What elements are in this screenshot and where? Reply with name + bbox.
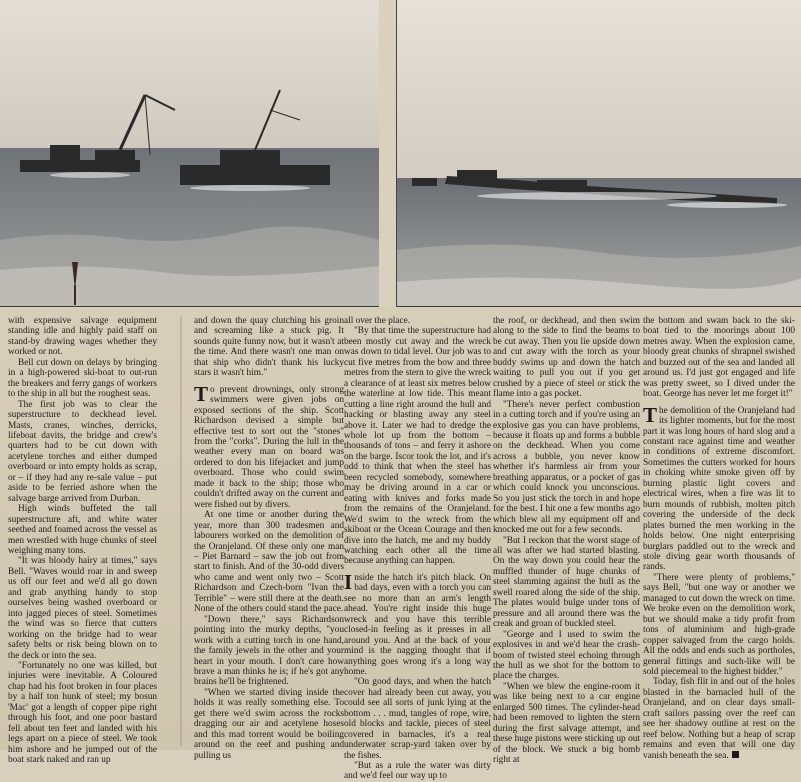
salvage-crane-photo-image [0, 0, 379, 306]
section-paragraph [194, 381, 344, 510]
article-column-1 [8, 316, 157, 766]
paragraph-text: Today, fish flit in and out of the holes blasted in the barnacled hull of the Oranjeland, and on clear days small-craft sailors passing over the reef can see her shadowy outline at rest on the reef below. Nothing but a heap of scrap remains and even that will one day vanish beneath the sea. [643, 677, 795, 761]
paragraph: "But I reckon that the worst stage of all was after we had started blasting. On the way down you could hear the muffled thunder of huge chunks of steel slamming against the hull as the swell roared along the side of the ship. The plates would bulge under tons of pressure and all around there was the creak and groan of buckled steel. [493, 535, 640, 630]
paragraph: "On good days, and when the hatch cover had already been cut away, you could see all sorts of junk lying at the bottom . . . mud, tangles of rope, wire, old blocks and tackle, pieces of steel covered in barnacles, it's a real underwater scrap-yard taken over by the fishes. [344, 677, 491, 761]
paragraph: "Down there," says Richardson pointing into the murky depths, "you work with a cutting torch in one hand, the family jewels in the other and your heart in your mouth. I don't care how brave a man thinks he is; if he's got any brains he'll be frightened. [194, 614, 344, 688]
paragraph-text: nside the hatch it's pitch black. On bad days, even with a torch you can see no more than an arm's length ahead. You're right inside this huge wreck and you have this terrible closed-in feeling as it presses in all around you. And at the back of your mind is the nagging thought that if anything goes wrong it's a long way home. [344, 572, 491, 677]
end-mark-icon [732, 751, 739, 758]
paragraph: "When we started diving inside the holds it was really something else. To get there we'd swim across the rocks dragging our air and acetylene hoses and this mad torrent would be boiling around on the reef and pushing and pulling us [194, 687, 344, 761]
paragraph: High winds buffeted the tall superstructure aft, and white water seethed and foamed across the vessel as men wrestled with huge chunks of steel weighing many tons. [8, 504, 157, 556]
paragraph: "George and I used to swim the explosives in and we'd hear the crash-boom of twisted steel echoing through the hull as we shot for the bottom to place the charges. [493, 629, 640, 682]
paragraph: "Fortunately no one was killed, but injuries were inevitable. A Coloured chap had his foot broken in four places by a half ton hunk of steel; my bosun 'Mac' got a length of copper pipe right through his foot, and one poor bastard fell about ten feet and landed with his legs apart on a piece of steel. We took him ashore and he jumped out of the boat stark naked and ran up [8, 660, 157, 766]
paragraph: with expensive salvage equipment standing idle and highly paid staff on stand-by drawing wages whether they worked or not. [8, 316, 157, 358]
salvage-crane-photo [0, 0, 379, 307]
wreck-hull-photo-image [397, 0, 801, 306]
drop-cap: T [643, 402, 658, 427]
paragraph-text: o prevent drownings, only strong swimmers were given jobs on exposed sections of the ship. Scott Richardson devised a simple but effective test to sort out the "stones" from the "corks". During the lull in the weather every man on board was ordered to don his lifejacket and jump overboard. Those who could swim made it back to the ship; those who couldn't drifted away on the current and were fished out by divers. [194, 384, 344, 510]
paragraph: "It was bloody hairy at times," says Bell. "Waves would roar in and sweep us off our feet and we'd all go down and grab anything handy to stop ourselves being washed overboard or into jagged pieces of steel. Sometimes the wind was so fierce that cutters working on the bridge had to wear safety belts or risk being blown on to the deck or into the sea. [8, 556, 157, 661]
article-column-2 [194, 316, 344, 761]
last-paragraph [643, 677, 795, 761]
article-body [0, 316, 800, 782]
drop-cap: I [344, 569, 353, 594]
drop-cap: T [194, 381, 209, 406]
paragraph: At one time or another during the year, more than 300 tradesmen and labourers worked on the demolition of the Oranjeland. Of these only one man – Piet Barnard – saw the job out from start to finish. And of the 30-odd divers who came and went only two – Scott Richardson and Czech-born "Ivan the Terrible" – were still there at the death. None of the others could stand the pace. [194, 510, 344, 615]
wreck-hull-photo [396, 0, 801, 307]
paragraph: "But as a rule the water was dirty and we'd feel our way up to [344, 761, 491, 782]
paragraph-text: he demolition of the Oranjeland had its lighter moments, but for the most part it was long hours of hard slog and a constant race against time and weather in conditions of extreme discomfort. Sometimes the cutters worked for hours in choking white smoke given off by burning plastic light covers and electrical wires, when a fire was lit to burn mounds of rubbish, molten pitch covering the underside of the deck plates burned the men working in the holds below. One night enterprising burglars paddled out to the wreck and stole diving gear worth thousands of rands. [643, 405, 795, 573]
paragraph: and down the quay clutching his groin and screaming like a stuck pig. It sounds quite funny now, but it wasn't at the time. And there wasn't one man on that ship who didn't thank his lucky stars it wasn't him." [194, 316, 344, 379]
paragraph: the roof, or deckhead, and then swim along to the side to find the beams to be cut away. Then you lie upside down and cut away with the torch as your buddy swims up and down the hatch waiting to pull you out if you get crushed by a piece of steel or stick the flame into a gas pocket. [493, 316, 640, 400]
paragraph: the bottom and swam back to the ski-boat tied to the moorings about 100 metres away. When the explosion came, bloody great chunks of shrapnel swished and buzzed out of the sea and landed all around us. I'd just got engaged and life was pretty sweet, so I dived under the boat. George has never let me forget it!" [643, 316, 795, 400]
article-column-5 [643, 316, 795, 761]
paragraph: "There were plenty of problems," says Bell, "but one way or another we managed to cut down the wreck on time. We broke even on the demolition work, but we should make a tidy profit from tons of aluminium and high-grade copper salvaged from the cargo holds. All the odds and ends such as portholes, general fittings and such-like will be sold piecemeal to the highest bidder." [643, 572, 795, 677]
photo-gutter [379, 0, 396, 306]
article-column-3 [344, 316, 491, 782]
paragraph: Bell cut down on delays by bringing in a high-powered ski-boat to out-run the breakers and ferry gangs of workers to the ship in all but the roughest seas. [8, 357, 157, 400]
article-column-4 [493, 316, 640, 766]
section-paragraph [344, 569, 491, 678]
page-fold-line [180, 316, 182, 746]
paragraph: "When we blew the engine-room it was like being next to a car engine enlarged 500 times. The cylinder-head had been removed to lighten the stern during the first salvage attempt, and these huge pistons were sticking up out of the block. We stuck a big bomb right at [493, 681, 640, 766]
paragraph: "By that time the superstructure had been mostly cut away and the wreck was down to tidal level. Our job was to cut five metres from the bow and three metres from the stern to give the wreck a clearance of at least six metres below the waterline at low tide. This meant cutting a line right around the hull and hacking or blasting away any steel above it. Later we had to dredge the whole lot up from the bottom – thousands of tons – and ferry it ashore on the barge. Iscor took the lot, and it's odd to think that when the steel has been recycled somebody, somewhere may be driving around in a car or eating with knives and forks made from the remains of the Oranjeland. We'd swim to the wreck from the skiboat or the Ocean Courage and then dive into the hatch, me and my buddy watching each other all the time because anything can happen. [344, 326, 491, 567]
paragraph: "There's never perfect combustion in a cutting torch and if you're using an explosive gas you can have problems, because it floats up and forms a bubble on the deckhead. When you come across a bubble, you never know whether it's harmless air from your breathing apparatus, or a pocket of gas which could knock you unconscious. So you just stick the torch in and hope for the best. I hit one a few months ago which blew all my equipment off and knocked me out for a few seconds. [493, 399, 640, 536]
paragraph: The first job was to clear the superstructure to deckhead level. Masts, cranes, winches, derricks, lifeboat davits, the bridge and crew's quarters had to be cut down with acetylene torches and either dumped overboard or into empty holds as scrap, or – if they had any re-sale value – put aside to be ferried ashore when the salvage barge arrived from Durban. [8, 399, 157, 504]
section-paragraph [643, 402, 795, 573]
paragraph: all over the place. [344, 316, 411, 326]
